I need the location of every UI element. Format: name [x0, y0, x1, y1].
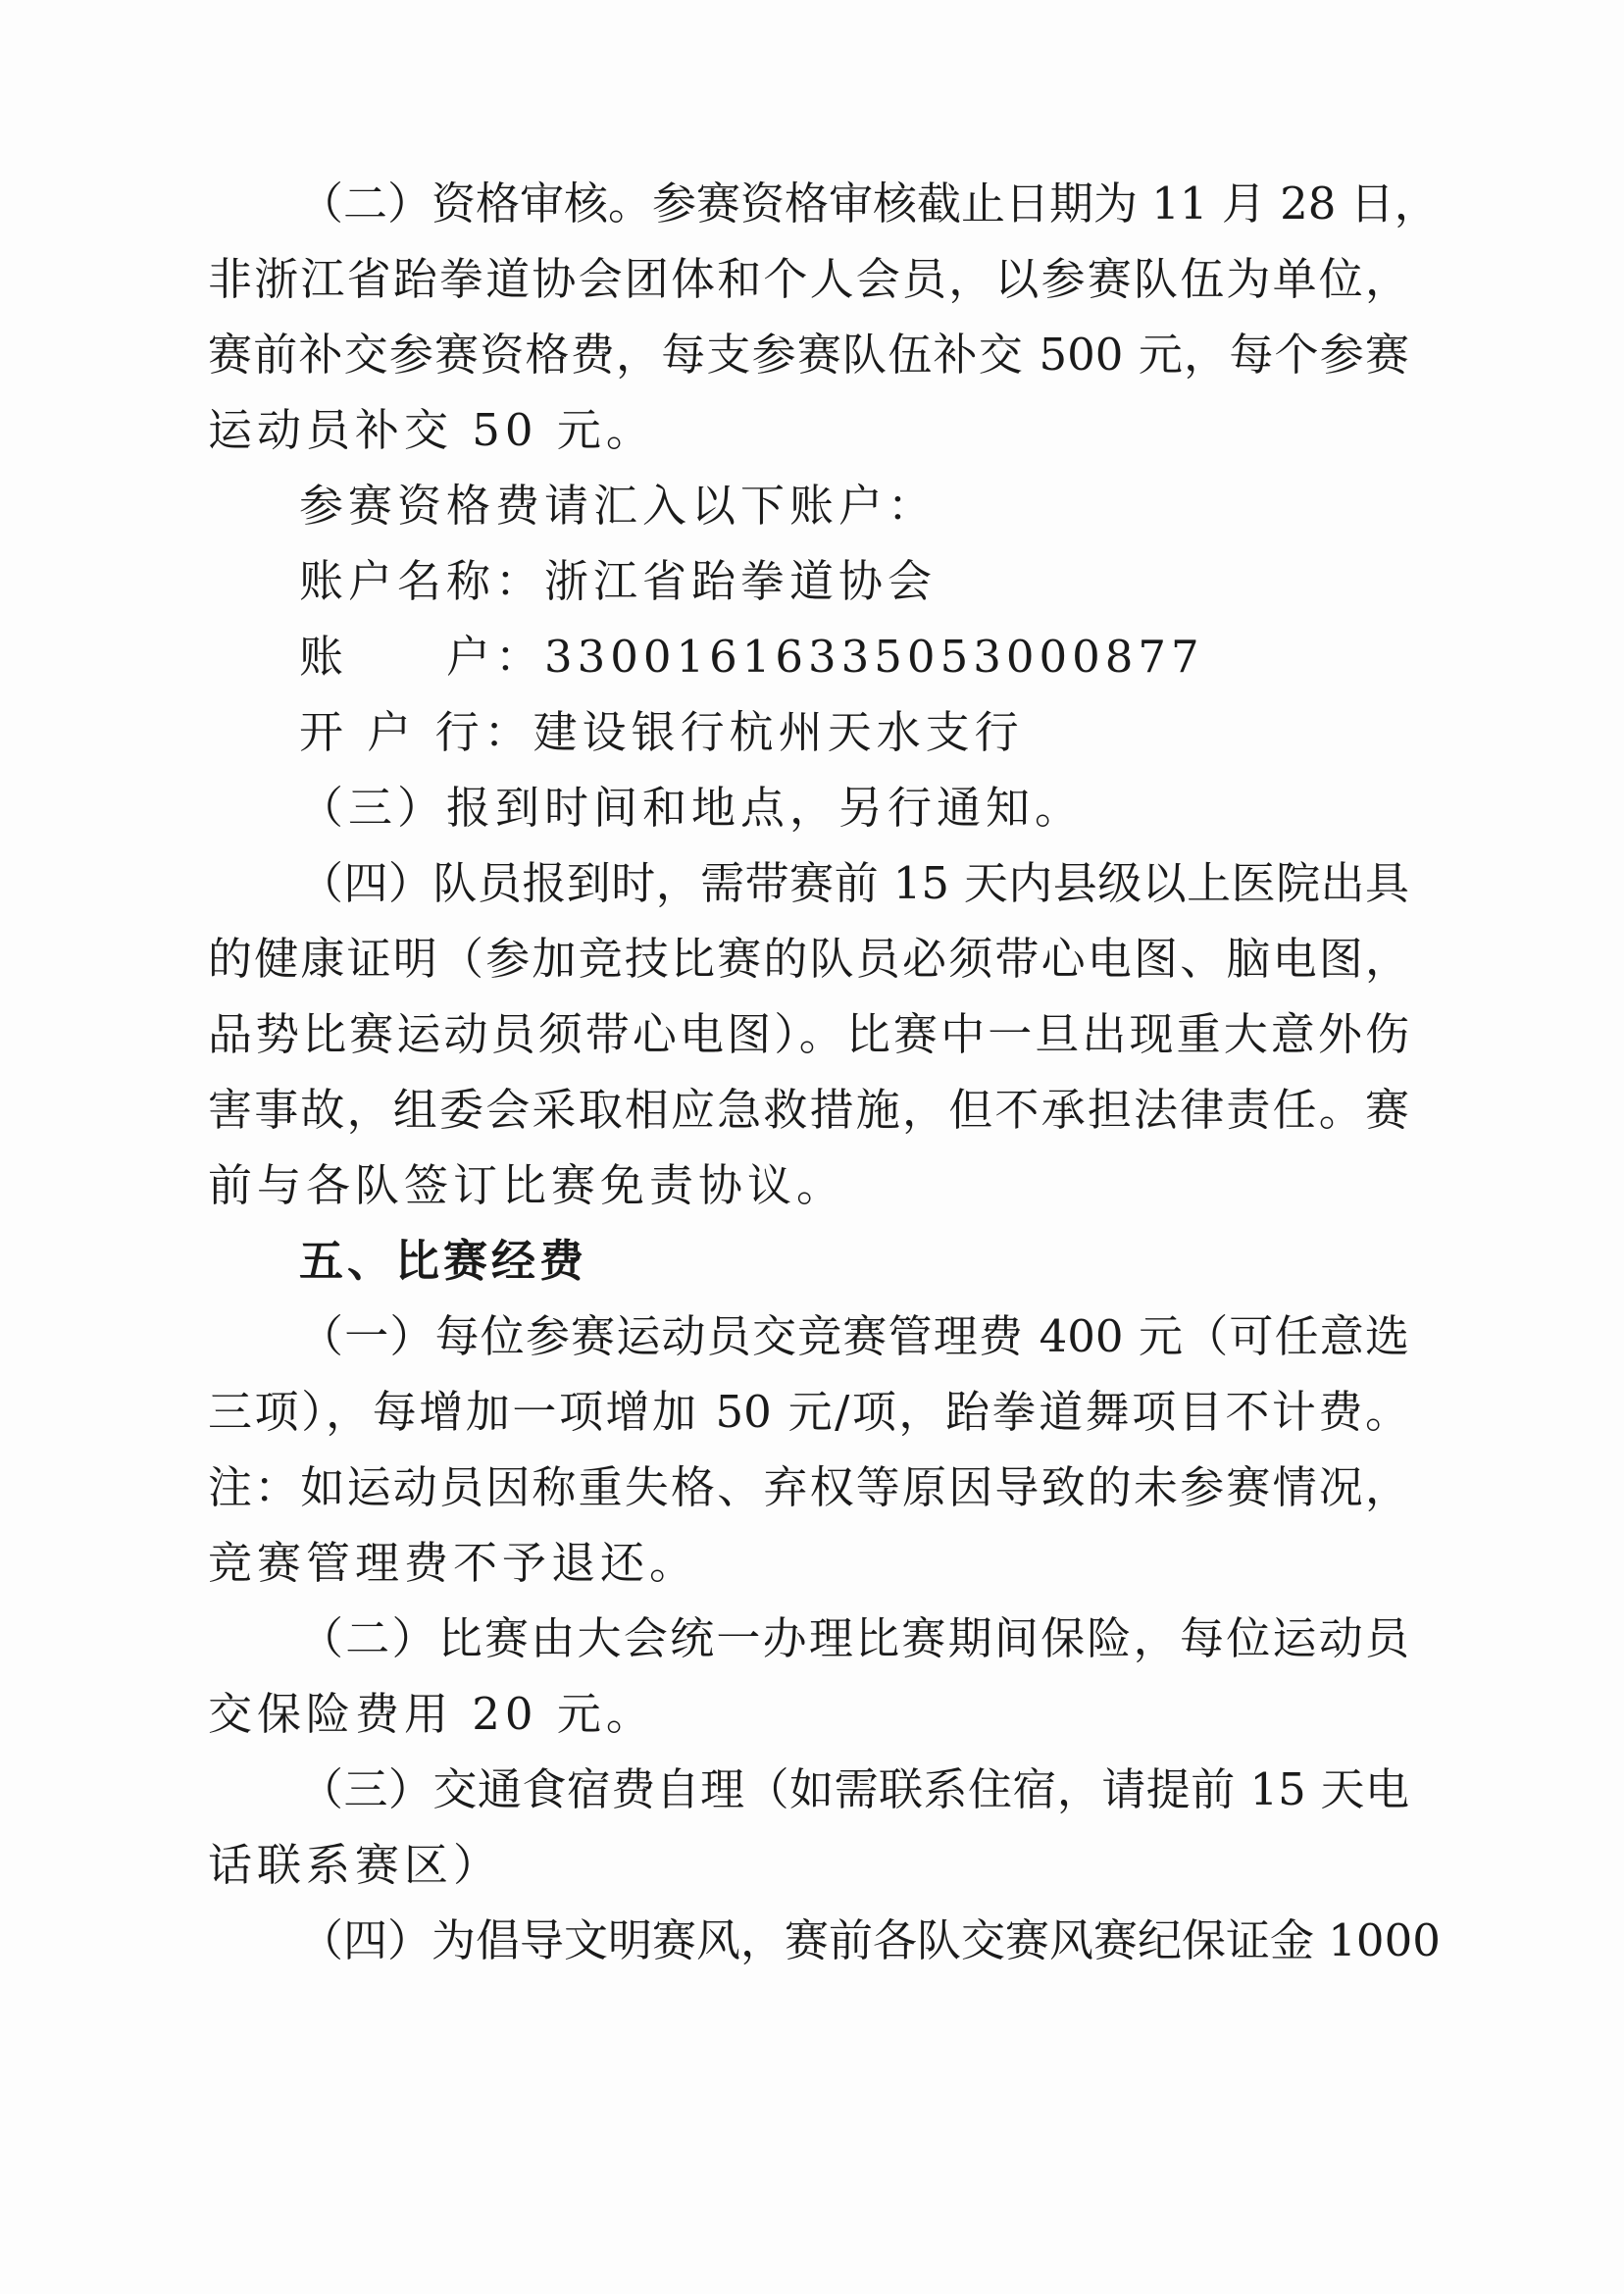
paragraph-health-line-3: 品势比赛运动员须带心电图）。比赛中一旦出现重大意外伤 [208, 1008, 1409, 1060]
paragraph-health-line-5: 前与各队签订比赛免责协议。 [208, 1159, 846, 1211]
paragraph-health-line-4: 害事故，组委会采取相应急救措施，但不承担法律责任。赛 [208, 1084, 1409, 1136]
paragraph-fee-line-1: （一）每位参赛运动员交竞赛管理费 400 元（可任意选 [299, 1310, 1409, 1362]
paragraph-fee-line-2: 三项），每增加一项增加 50 元/项，跆拳道舞项目不计费。 [208, 1386, 1409, 1438]
paragraph-qualification-line-4: 运动员补交 50 元。 [208, 404, 655, 456]
account-bank: 开 户 行：建设银行杭州天水支行 [299, 706, 1024, 758]
paragraph-fee-line-3: 注：如运动员因称重失格、弃权等原因导致的未参赛情况， [208, 1461, 1409, 1513]
paragraph-insurance-line-2: 交保险费用 20 元。 [208, 1688, 655, 1740]
paragraph-deposit-line-1: （四）为倡导文明赛风，赛前各队交赛风赛纪保证金 1000 [299, 1914, 1441, 1966]
paragraph-fee-line-4: 竞赛管理费不予退还。 [208, 1537, 699, 1589]
paragraph-qualification-line-3: 赛前补交参赛资格费，每支参赛队伍补交 500 元，每个参赛 [208, 329, 1409, 381]
paragraph-registration-time: （三）报到时间和地点，另行通知。 [299, 782, 1085, 834]
section-heading-fees: 五、比赛经费 [299, 1235, 588, 1287]
account-number: 账 户：33001616335053000877 [299, 631, 1204, 683]
paragraph-health-line-2: 的健康证明（参加竞技比赛的队员必须带心电图、脑电图， [208, 933, 1409, 985]
paragraph-lodging-line-1: （三）交通食宿费自理（如需联系住宿，请提前 15 天电 [299, 1763, 1409, 1815]
account-intro: 参赛资格费请汇入以下账户： [299, 480, 938, 532]
paragraph-health-line-1: （四）队员报到时，需带赛前 15 天内县级以上医院出具 [299, 857, 1409, 909]
paragraph-qualification-line-1: （二）资格审核。参赛资格审核截止日期为 11 月 28 日， [299, 178, 1439, 229]
paragraph-qualification-line-2: 非浙江省跆拳道协会团体和个人会员，以参赛队伍为单位， [208, 253, 1409, 305]
paragraph-insurance-line-1: （二）比赛由大会统一办理比赛期间保险，每位运动员 [299, 1612, 1409, 1664]
paragraph-lodging-line-2: 话联系赛区） [208, 1839, 503, 1891]
account-name: 账户名称：浙江省跆拳道协会 [299, 555, 938, 607]
